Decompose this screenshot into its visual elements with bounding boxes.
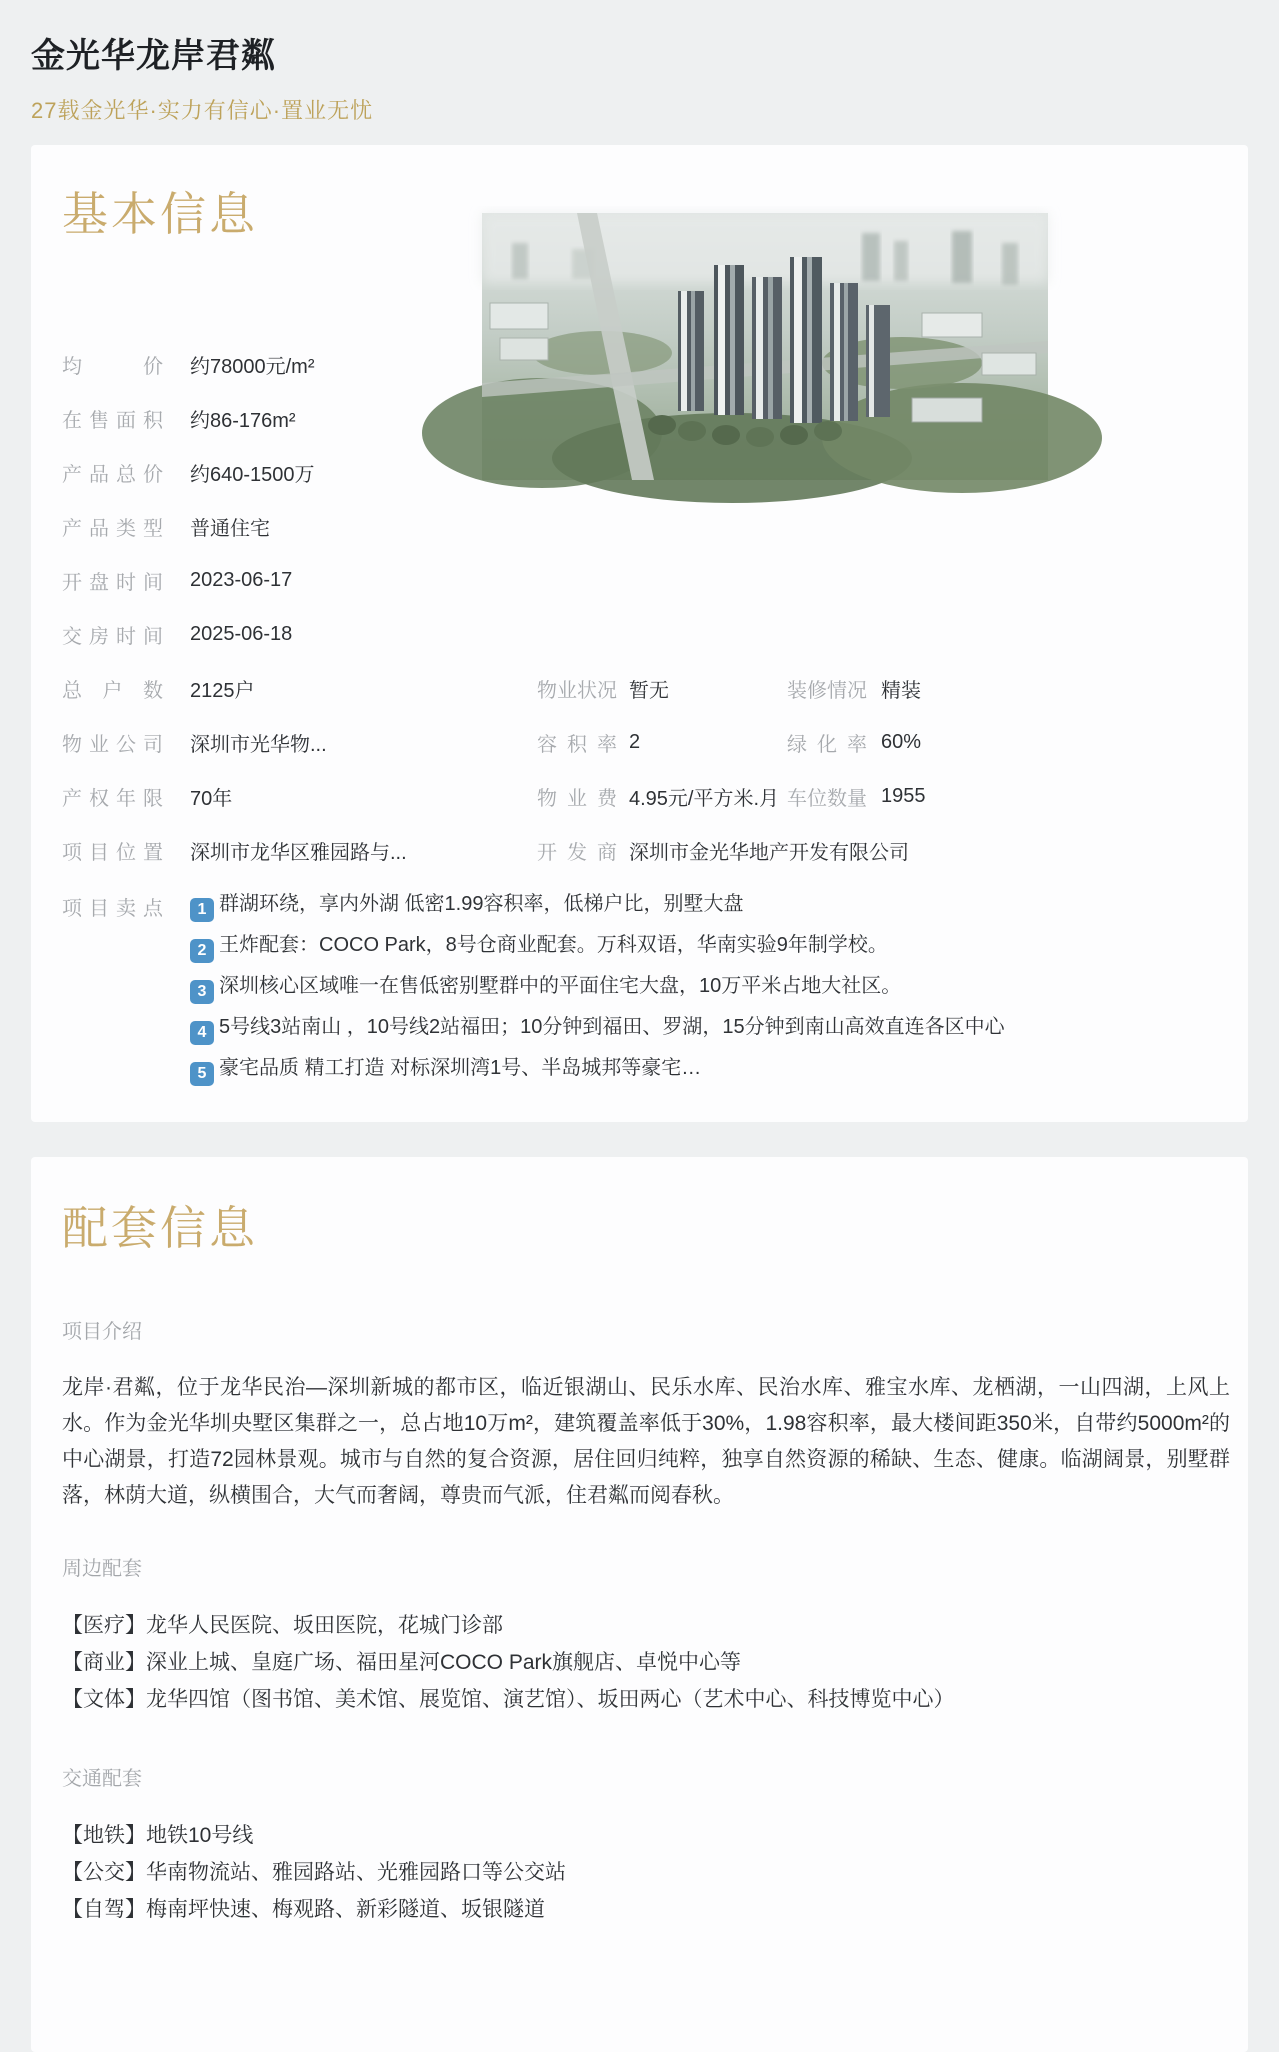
traffic-amenities-block <box>62 1762 1230 1928</box>
field-value: 约640-1500万 <box>190 463 315 486</box>
field-developer <box>537 836 909 865</box>
field-label: 在售面积 <box>62 409 163 432</box>
field-total-households <box>62 674 537 703</box>
field-label: 物业公司 <box>62 733 163 756</box>
nearby-medical-line: 【医疗】龙华人民医院、坂田医院，花城门诊部 <box>62 1614 503 1637</box>
field-label: 装修情况 <box>787 679 867 702</box>
point-number-badge: 2 <box>190 939 214 963</box>
field-value: 深圳市光华物... <box>190 733 327 756</box>
field-label: 物业费 <box>537 787 617 810</box>
selling-point-text: 群湖环绕，享内外湖 低密1.99容积率，低梯户比，别墅大盘 <box>219 893 744 915</box>
field-label: 总户数 <box>62 679 163 702</box>
row-product-type <box>62 499 1234 553</box>
selling-point-text: 豪宅品质 精工打造 对标深圳湾1号、半岛城邦等豪宅… <box>219 1057 702 1079</box>
nearby-culture-line: 【文体】龙华四馆（图书馆、美术馆、展览馆、演艺馆）、坂田两心（艺术中心、科技博览中心） <box>62 1688 955 1711</box>
row-delivery-date <box>62 607 1234 661</box>
selling-points-list <box>190 889 1234 1094</box>
amenities-card <box>31 1157 1248 2052</box>
field-property-fee <box>537 782 787 811</box>
field-product-type <box>62 512 537 541</box>
field-value: 精装 <box>881 679 921 702</box>
field-plot-ratio <box>537 728 787 757</box>
field-tenure-years <box>62 782 537 811</box>
row-opening-date <box>62 553 1234 607</box>
traffic-label: 交通配套 <box>62 1768 142 1790</box>
field-label: 车位数量 <box>787 787 867 810</box>
field-value: 4.95元/平方米.月 <box>629 787 780 810</box>
basic-info-heading: 基本信息 <box>62 188 258 240</box>
nearby-business-line: 【商业】深业上城、皇庭广场、福田星河COCO Park旗舰店、卓悦中心等 <box>62 1651 742 1674</box>
field-label: 产品总价 <box>62 463 163 486</box>
traffic-metro-line: 【地铁】地铁10号线 <box>62 1824 254 1847</box>
field-decoration <box>787 674 1234 703</box>
field-avg-price <box>62 350 537 379</box>
project-aerial-rendering-graphic <box>482 213 1048 480</box>
intro-label: 项目介绍 <box>62 1321 142 1343</box>
field-value: 2025-06-18 <box>190 622 293 645</box>
field-value: 深圳市龙华区雅园路与... <box>190 841 407 864</box>
selling-point-text: 5号线3站南山 ，10号线2站福田；10分钟到福田、罗湖，15分钟到南山高效直连各区中心 <box>219 1016 1005 1038</box>
field-label: 均价 <box>62 355 163 378</box>
point-number-badge: 1 <box>190 898 214 922</box>
selling-points-row <box>62 889 1234 1094</box>
traffic-drive-line: 【自驾】梅南坪快速、梅观路、新彩隧道、坂银隧道 <box>62 1898 545 1921</box>
field-value: 约86-176m² <box>190 409 296 432</box>
field-label: 产权年限 <box>62 787 163 810</box>
page-header <box>0 0 1279 125</box>
field-label: 物业状况 <box>537 679 617 702</box>
field-label: 项目位置 <box>62 841 163 864</box>
point-number-badge: 4 <box>190 1021 214 1045</box>
field-value: 2125户 <box>190 679 255 702</box>
row-tenure-fee-parking <box>62 769 1234 823</box>
field-label: 交房时间 <box>62 625 163 648</box>
amenities-heading: 配套信息 <box>62 1202 258 1254</box>
field-greening-rate <box>787 728 1234 757</box>
field-value: 2 <box>629 730 641 753</box>
field-delivery-date <box>62 620 537 649</box>
page-title: 金光华龙岸君粼 <box>31 37 276 75</box>
row-location-developer <box>62 823 1234 877</box>
field-label: 容积率 <box>537 733 617 756</box>
basic-info-card <box>31 145 1248 1122</box>
nearby-amenities-block <box>62 1552 1230 1718</box>
page-subtitle: 27载金光华·实力有信心·置业无忧 <box>31 98 374 123</box>
selling-point-text: 王炸配套：COCO Park，8号仓商业配套。万科双语，华南实验9年制学校。 <box>219 934 888 956</box>
selling-points-label: 项目卖点 <box>62 898 163 920</box>
field-value: 1955 <box>881 784 926 807</box>
field-opening-date <box>62 566 537 595</box>
field-value: 普通住宅 <box>190 517 270 540</box>
field-value: 70年 <box>190 787 233 810</box>
project-image[interactable] <box>482 213 1048 480</box>
field-property-status <box>537 674 787 703</box>
field-label: 开盘时间 <box>62 571 163 594</box>
intro-paragraph: 龙岸·君粼，位于龙华民治—深圳新城的都市区，临近银湖山、民乐水库、民治水库、雅宝水库、龙栖湖，一山四湖，上风上水。作为金光华圳央墅区集群之一，总占地10万m²，建筑覆盖率低于30%，1.98容积率，最大楼间距350米，自带约5000m²的中心湖景，打造72园林景观。城市与自然的复合资源，居住回归纯粹，独享自然资源的稀缺、生态、健康。临湖阔景，别墅群落，林荫大道，纵横围合，大气而奢阔，尊贵而气派，住君粼而阅春秋。 <box>62 1376 1230 1507</box>
field-value: 2023-06-17 <box>190 568 293 591</box>
field-label: 产品类型 <box>62 517 163 540</box>
traffic-bus-line: 【公交】华南物流站、雅园路站、光雅园路口等公交站 <box>62 1861 566 1884</box>
point-number-badge: 3 <box>190 980 214 1004</box>
field-value: 深圳市金光华地产开发有限公司 <box>629 841 909 864</box>
nearby-label: 周边配套 <box>62 1558 142 1580</box>
field-value: 60% <box>881 730 922 753</box>
selling-point-item <box>190 930 1228 963</box>
selling-point-item <box>190 889 1228 922</box>
field-parking-count <box>787 782 1234 811</box>
field-label: 开发商 <box>537 841 617 864</box>
field-label: 绿化率 <box>787 733 867 756</box>
field-location <box>62 836 537 865</box>
field-value: 约78000元/m² <box>190 355 315 378</box>
field-property-company <box>62 728 537 757</box>
row-company-ratio-greening <box>62 715 1234 769</box>
selling-point-item <box>190 1012 1228 1045</box>
selling-point-item <box>190 1053 1228 1086</box>
row-households-status-decoration <box>62 661 1234 715</box>
field-value: 暂无 <box>629 679 669 702</box>
selling-point-text: 深圳核心区域唯一在售低密别墅群中的平面住宅大盘，10万平米占地大社区。 <box>219 975 902 997</box>
selling-point-item <box>190 971 1228 1004</box>
point-number-badge: 5 <box>190 1062 214 1086</box>
